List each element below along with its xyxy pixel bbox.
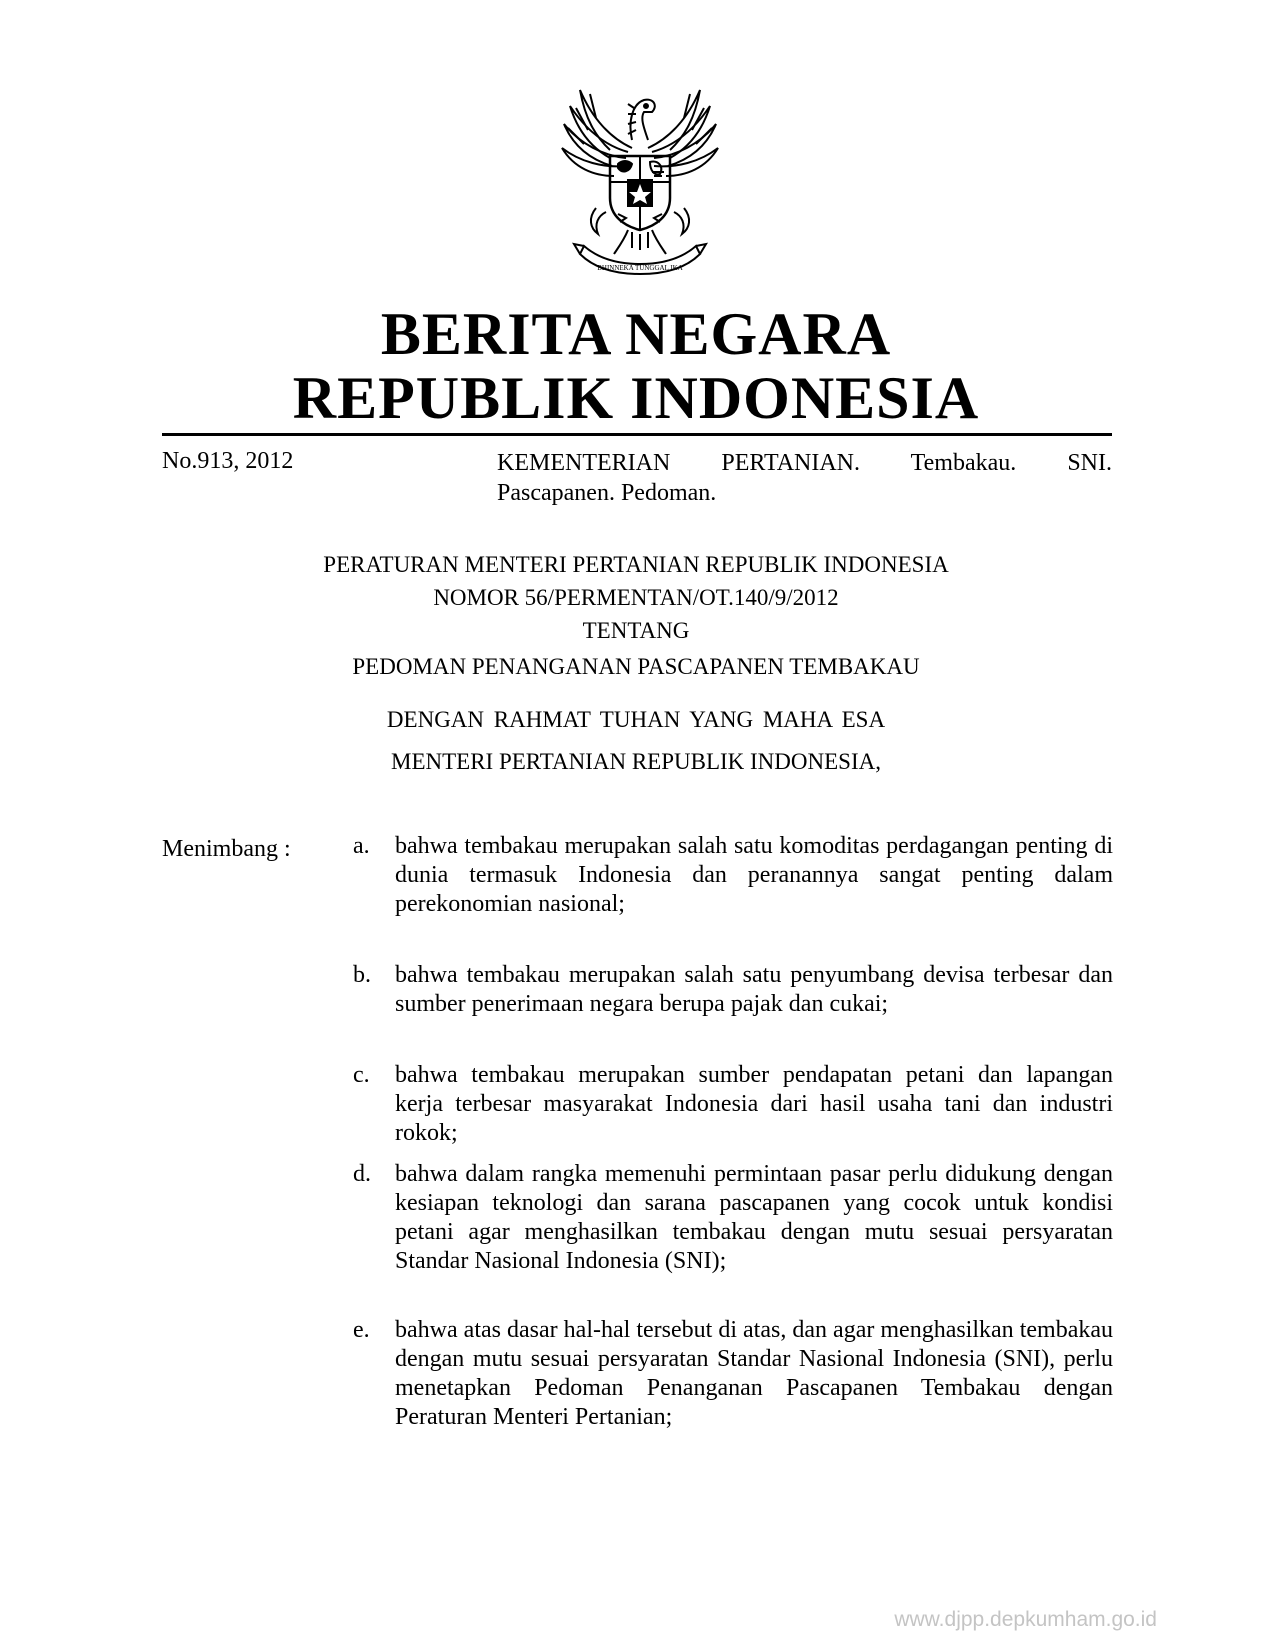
tentang-heading: TENTANG — [582, 618, 690, 643]
gazette-description-line-2: Pascapanen. Pedoman. — [497, 480, 717, 506]
item-text: bahwa dalam rangka memenuhi permintaan pasar perlu didukung dengan kesiapan teknologi dan sarana pascapanen yang cocok untuk kondisi petani agar menghasilkan tembakau dengan mutu sesuai persyaratan Standar Nasional Indonesia (SNI); — [395, 1161, 1113, 1274]
item-letter: b. — [353, 962, 371, 988]
gazette-number: No.913, 2012 — [162, 448, 294, 474]
item-text: bahwa tembakau merupakan sumber pendapatan petani dan lapangan kerja terbesar masyarakat Indonesia dari hasil usaha tani dan industri rokok; — [395, 1062, 1113, 1146]
item-letter: d. — [353, 1161, 371, 1187]
minister-heading: MENTERI PERTANIAN REPUBLIK INDONESIA, — [391, 749, 881, 774]
masthead-rule — [162, 433, 1112, 436]
item-text: bahwa tembakau merupakan salah satu penyumbang devisa terbesar dan sumber penerimaan negara berupa pajak dan cukai; — [395, 962, 1113, 1017]
item-letter: c. — [353, 1062, 370, 1088]
item-letter: a. — [353, 833, 370, 859]
masthead-line-2: REPUBLIK INDONESIA — [292, 365, 980, 431]
emblem-motto: BHINNEKA TUNGGAL IKA — [597, 264, 683, 272]
gazette-description — [497, 448, 1112, 508]
item-text: bahwa tembakau merupakan salah satu komoditas perdagangan penting di dunia termasuk Indonesia dan peranannya sangat penting dalam perekonomian nasional; — [395, 833, 1113, 917]
regulation-subject: PEDOMAN PENANGANAN PASCAPANEN TEMBAKAU — [352, 654, 920, 679]
gazette-description-line-1: KEMENTERIAN PERTANIAN. Tembakau. SNI. — [497, 450, 1112, 476]
item-text: bahwa atas dasar hal-hal tersebut di atas, dan agar menghasilkan tembakau dengan mutu sesuai persyaratan Standar Nasional Indonesia (SNI), perlu menetapkan Pedoman Penanganan Pascapanen Tembakau dengan Peraturan Menteri Pertanian; — [395, 1317, 1113, 1430]
rahmat-heading: DENGAN RAHMAT TUHAN YANG MAHA ESA — [386, 707, 886, 732]
garuda-emblem — [540, 78, 740, 278]
regulation-title: PERATURAN MENTERI PERTANIAN REPUBLIK INDONESIA — [323, 552, 949, 577]
masthead-line-1: BERITA NEGARA — [380, 301, 892, 367]
website-watermark: www.djpp.depkumham.go.id — [894, 1608, 1157, 1631]
menimbang-label: Menimbang : — [162, 836, 291, 862]
item-letter: e. — [353, 1317, 370, 1343]
regulation-number: NOMOR 56/PERMENTAN/OT.140/9/2012 — [433, 585, 839, 610]
